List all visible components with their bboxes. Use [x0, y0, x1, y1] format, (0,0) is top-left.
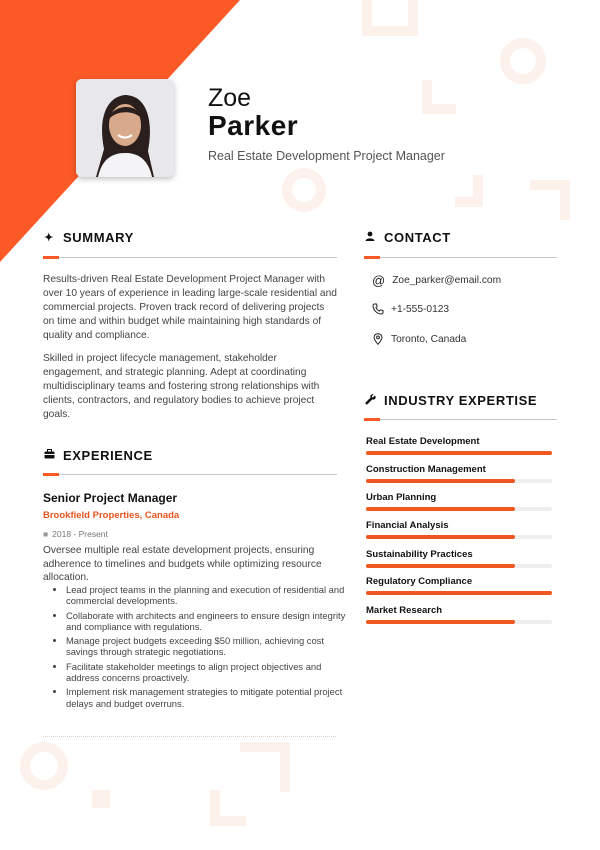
job-dates-text: 2018 - Present — [52, 529, 108, 539]
decorative-circle — [20, 742, 68, 790]
skill-name: Urban Planning — [366, 492, 437, 503]
profile-photo — [76, 79, 174, 177]
at-sign-icon: @ — [372, 273, 386, 288]
skill-bar — [366, 479, 552, 483]
calendar-dot-icon: ■ — [43, 529, 49, 539]
last-name: Parker — [208, 110, 299, 141]
sparkle-icon: ✦ — [44, 232, 54, 244]
job-dates — [43, 529, 108, 539]
skill-bar-fill — [366, 591, 552, 595]
contact-email[interactable] — [372, 273, 501, 288]
phone-text: +1-555-0123 — [391, 303, 450, 315]
skill-name: Regulatory Compliance — [366, 576, 473, 587]
wrench-icon — [364, 394, 376, 408]
phone-icon — [372, 303, 384, 315]
skill-item — [366, 520, 552, 539]
decorative-shape — [210, 790, 246, 826]
skill-item — [366, 576, 552, 595]
skill-bar — [366, 620, 552, 624]
experience-title: EXPERIENCE — [63, 448, 153, 463]
summary-divider — [43, 257, 337, 258]
skill-item — [366, 436, 552, 455]
email-text: Zoe_parker@email.com — [392, 275, 502, 286]
decorative-shape — [422, 80, 456, 114]
skill-name: Construction Management — [366, 464, 486, 475]
list-item: • Implement risk management strategies to mitigate potential project delays and budget overruns. — [66, 686, 356, 709]
summary-paragraph-1: Results-driven Real Estate Development Project Manager with over 10 years of experience in leading large-scale residential and commercial projects. Proven track record of delivering projects on time and within budget while maintaining high standards of quality and compliance. — [43, 274, 337, 341]
person-icon — [364, 231, 376, 244]
briefcase-icon — [43, 449, 55, 462]
skill-bar-fill — [366, 479, 515, 483]
job-title: Senior Project Manager — [43, 491, 178, 505]
experience-divider — [43, 474, 337, 475]
decorative-shape — [92, 790, 110, 808]
location-pin-icon — [372, 333, 384, 345]
decorative-circle — [282, 168, 326, 212]
skill-item — [366, 549, 552, 568]
list-item: • Lead project teams in the planning and execution of residential and commercial developments. — [66, 584, 356, 607]
decorative-shape — [240, 742, 290, 792]
contact-divider — [364, 257, 557, 258]
skill-bar-fill — [366, 535, 515, 539]
skill-item — [366, 464, 552, 483]
experience-heading — [43, 448, 153, 463]
list-item: • Collaborate with architects and engineers to ensure design integrity and compliance with regulations. — [66, 610, 356, 633]
contact-heading — [364, 230, 451, 245]
skill-bar — [366, 507, 552, 511]
first-name: Zoe — [208, 84, 252, 112]
expertise-heading — [364, 393, 537, 408]
decorative-shape — [530, 180, 570, 220]
location-text: Toronto, Canada — [391, 333, 467, 345]
skill-bar — [366, 564, 552, 568]
summary-title: SUMMARY — [63, 230, 134, 245]
skill-bar-fill — [366, 451, 552, 455]
contact-title: CONTACT — [384, 230, 451, 245]
list-item: • Manage project budgets exceeding $50 million, achieving cost savings through strategic negotiations. — [66, 635, 356, 658]
section-end-divider — [43, 736, 336, 737]
skill-bar-fill — [366, 564, 515, 568]
job-bullets — [52, 584, 356, 712]
list-item: • Facilitate stakeholder meetings to align project objectives and address concerns proactively. — [66, 661, 356, 684]
decorative-shape — [362, 0, 418, 36]
expertise-title: INDUSTRY EXPERTISE — [384, 393, 538, 408]
expertise-divider — [364, 419, 557, 420]
contact-location — [372, 333, 466, 345]
skill-name: Real Estate Development — [366, 436, 480, 447]
job-description: Oversee multiple real estate development projects, ensuring adherence to timelines and budgets while optimizing resource allocation. — [43, 545, 322, 583]
decorative-circle — [500, 38, 546, 84]
skill-item — [366, 605, 552, 624]
skill-item — [366, 492, 552, 511]
decorative-shape — [455, 175, 483, 207]
job-company: Brookfield Properties, Canada — [43, 510, 180, 521]
summary-paragraph-2: Skilled in project lifecycle management, stakeholder engagement, and strategic planning. Adept at coordinating multidisciplinary teams and fostering strong relationships with clients, contractors, and regulatory bodies to achieve project goals. — [43, 353, 320, 420]
skill-bar — [366, 591, 552, 595]
summary-heading — [43, 230, 134, 245]
skill-name: Sustainability Practices — [366, 549, 473, 560]
contact-phone[interactable] — [372, 303, 449, 315]
skill-bar-fill — [366, 507, 515, 511]
skill-bar — [366, 535, 552, 539]
job-role: Real Estate Development Project Manager — [208, 149, 445, 163]
skill-name: Financial Analysis — [366, 520, 449, 531]
skill-bar — [366, 451, 552, 455]
skill-bar-fill — [366, 620, 515, 624]
skill-name: Market Research — [366, 605, 443, 616]
